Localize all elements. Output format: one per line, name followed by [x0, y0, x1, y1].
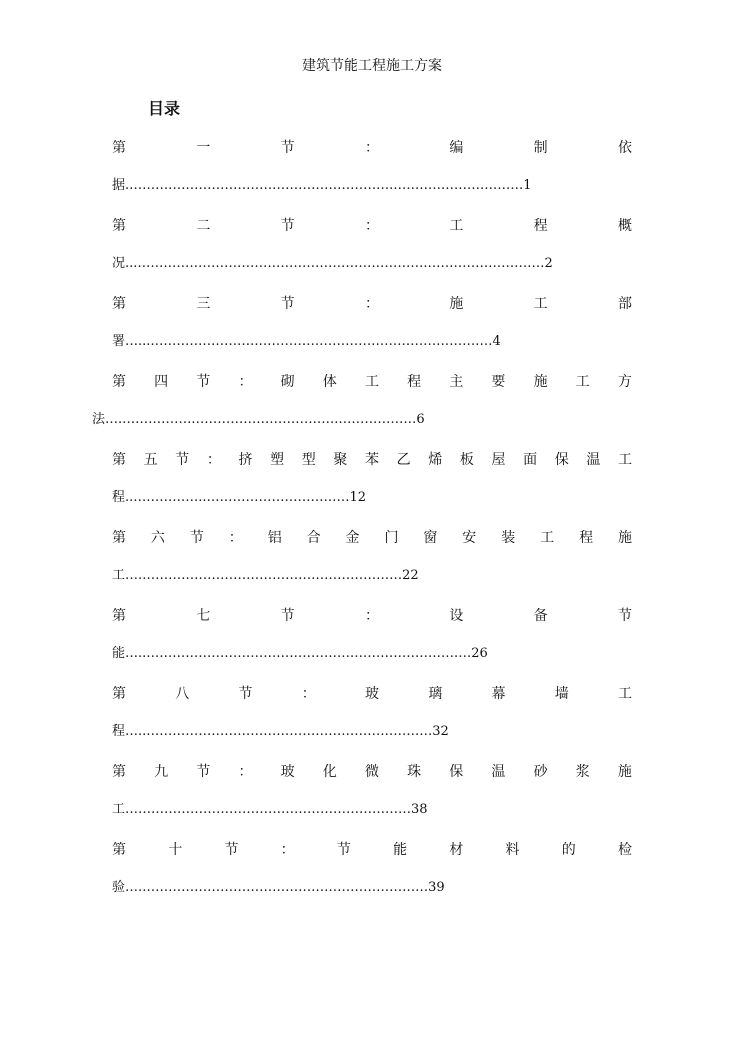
toc-entry-char: 节	[280, 296, 295, 312]
toc-entry-title[interactable]	[112, 604, 632, 626]
toc-entry-leader[interactable]: 工….……………………………………………………22	[112, 568, 419, 583]
toc-entry-char: 七	[196, 608, 211, 624]
toc-entry-char: 温	[491, 764, 506, 780]
toc-entry-char: 节	[224, 842, 239, 858]
toc-entry-char: 一	[196, 140, 211, 156]
toc-entry-char: 工	[618, 452, 632, 468]
toc-entry-char: 第	[112, 452, 126, 468]
toc-entry-char: 的	[561, 842, 576, 858]
toc-entry-char: ：	[364, 140, 379, 156]
toc-entry-char: 方	[617, 374, 632, 390]
toc-entry-char: 珠	[407, 764, 422, 780]
toc-entry-char: 苯	[365, 452, 379, 468]
toc-entry-char: ：	[238, 374, 253, 390]
toc-entry-char: 工	[449, 218, 464, 234]
toc-entry-char: 四	[154, 374, 169, 390]
toc-entry-char: 塑	[270, 452, 285, 468]
toc-entry-char: 窗	[423, 530, 438, 546]
toc-entry-char: ：	[364, 608, 379, 624]
toc-entry-title[interactable]	[112, 370, 632, 392]
toc-entry-char: ：	[280, 842, 295, 858]
toc-entry-char: 编	[449, 140, 464, 156]
toc-entry-leader[interactable]: 能…..…………………………………………………………………26	[112, 646, 488, 661]
document-title: 建筑节能工程施工方案	[302, 58, 442, 74]
toc-entry-char: 十	[168, 842, 183, 858]
toc-entry-char: 墙	[554, 686, 569, 702]
toc-entry-char: 备	[533, 608, 548, 624]
toc-entry-char: 依	[617, 140, 632, 156]
toc-entry-title[interactable]	[112, 682, 632, 704]
toc-entry-char: 烯	[428, 452, 443, 468]
toc-entry-char: 化	[322, 764, 337, 780]
toc-entry-char: 工	[618, 686, 632, 702]
toc-entry-char: 节	[617, 608, 632, 624]
toc-entry-char: 第	[112, 374, 126, 390]
toc-entry-char: 施	[617, 764, 632, 780]
toc-entry-char: 装	[501, 530, 516, 546]
toc-entry-char: 保	[449, 764, 464, 780]
toc-entry-char: 第	[112, 764, 126, 780]
toc-entry-char: 主	[449, 374, 464, 390]
toc-entry-char: 乙	[396, 452, 411, 468]
toc-entry-char: 施	[533, 374, 548, 390]
toc-entry-char: 八	[175, 686, 190, 702]
toc-entry-char: 节	[189, 530, 204, 546]
toc-entry-char: 节	[175, 452, 190, 468]
toc-entry-char: 程	[533, 218, 548, 234]
toc-entry-leader[interactable]: 工…………………………………………………………38	[112, 802, 428, 817]
toc-entry-char: 材	[449, 842, 464, 858]
toc-entry-char: ：	[364, 296, 379, 312]
toc-entry-char: 体	[322, 374, 337, 390]
toc-entry-char: 砂	[533, 764, 548, 780]
toc-entry-char: 砌	[280, 374, 295, 390]
toc-entry-leader[interactable]: 验….…………………………………………………………39	[112, 880, 445, 895]
toc-entry-char: 第	[112, 686, 126, 702]
toc-entry-char: 合	[306, 530, 321, 546]
toc-entry-char: 工	[575, 374, 590, 390]
toc-entry-char: 微	[364, 764, 379, 780]
toc-entry-char: 保	[554, 452, 569, 468]
toc-entry-leader[interactable]: 程..……………..……………………………12	[112, 490, 367, 505]
toc-entry-char: 门	[384, 530, 399, 546]
toc-entry-char: 节	[280, 608, 295, 624]
toc-entry-title[interactable]	[112, 136, 632, 158]
toc-entry-char: 屋	[491, 452, 506, 468]
toc-entry-title[interactable]	[112, 760, 632, 782]
toc-entry-char: 检	[617, 842, 632, 858]
toc-entry-char: 节	[336, 842, 351, 858]
toc-entry-title[interactable]	[112, 214, 632, 236]
toc-entry-title[interactable]	[112, 292, 632, 314]
toc-entry-leader[interactable]: 程…..…………………………………………………………32	[112, 724, 449, 739]
toc-entry-title[interactable]	[112, 838, 632, 860]
toc-entry-char: ：	[238, 764, 253, 780]
toc-entry-leader[interactable]: 署…...…………………….………………………………………………4	[112, 334, 501, 349]
toc-entry-char: 璃	[428, 686, 443, 702]
toc-entry-char: 节	[196, 764, 211, 780]
toc-entry-leader[interactable]: 况...………………………………………………………….………………………2	[112, 256, 553, 271]
toc-entry-char: 玻	[280, 764, 295, 780]
toc-entry-char: 玻	[365, 686, 379, 702]
toc-entry-char: 安	[462, 530, 477, 546]
toc-entry-char: 板	[459, 452, 474, 468]
toc-entry-title[interactable]	[112, 526, 632, 548]
toc-entry-char: 节	[238, 686, 253, 702]
toc-entry-leader[interactable]: 据.…………………………………………………….…………………………1	[112, 178, 532, 193]
toc-entry-char: 浆	[575, 764, 590, 780]
toc-heading: 目录	[148, 99, 181, 118]
toc-entry-char: 第	[112, 608, 126, 624]
toc-entry-char: 程	[579, 530, 594, 546]
toc-entry-char: 幕	[491, 686, 506, 702]
toc-entry-char: ：	[301, 686, 316, 702]
toc-entry-char: 能	[393, 842, 408, 858]
toc-entry-char: 第	[112, 530, 126, 546]
toc-entry-char: 六	[150, 530, 165, 546]
toc-entry-char: 温	[586, 452, 601, 468]
toc-entry-char: 第	[112, 140, 126, 156]
toc-entry-char: 挤	[238, 452, 253, 468]
toc-entry-leader[interactable]: 法….…………….…………………………….………………6	[92, 412, 425, 427]
toc-entry-char: 程	[407, 374, 422, 390]
toc-entry-char: 面	[523, 452, 538, 468]
toc-entry-char: 金	[345, 530, 360, 546]
toc-entry-char: 第	[112, 218, 126, 234]
toc-entry-char: 节	[196, 374, 211, 390]
toc-entry-char: 施	[617, 530, 632, 546]
toc-entry-char: 要	[491, 374, 506, 390]
toc-entry-char: 第	[112, 296, 126, 312]
toc-entry-char: 工	[533, 296, 548, 312]
toc-entry-char: 三	[196, 296, 211, 312]
toc-entry-char: 聚	[333, 452, 348, 468]
toc-entry-char: 部	[617, 296, 632, 312]
toc-entry-char: 节	[280, 218, 295, 234]
toc-entry-char: 施	[449, 296, 464, 312]
toc-entry-char: 制	[533, 140, 548, 156]
toc-entry-char: 设	[449, 608, 464, 624]
toc-entry-char: 工	[364, 374, 379, 390]
toc-entry-char: 二	[196, 218, 211, 234]
toc-entry-char: 九	[154, 764, 169, 780]
toc-entry-char: 铝	[267, 530, 282, 546]
toc-entry-char: ：	[206, 452, 221, 468]
toc-entry-char: 料	[505, 842, 520, 858]
toc-entry-char: 五	[143, 452, 158, 468]
toc-entry-title[interactable]	[112, 448, 632, 470]
toc-entry-char: 第	[112, 842, 126, 858]
toc-entry-char: ：	[364, 218, 379, 234]
toc-entry-char: 节	[280, 140, 295, 156]
toc-entry-char: ：	[228, 530, 243, 546]
toc-entry-char: 概	[617, 218, 632, 234]
toc-entry-char: 工	[540, 530, 555, 546]
toc-entry-char: 型	[301, 452, 316, 468]
